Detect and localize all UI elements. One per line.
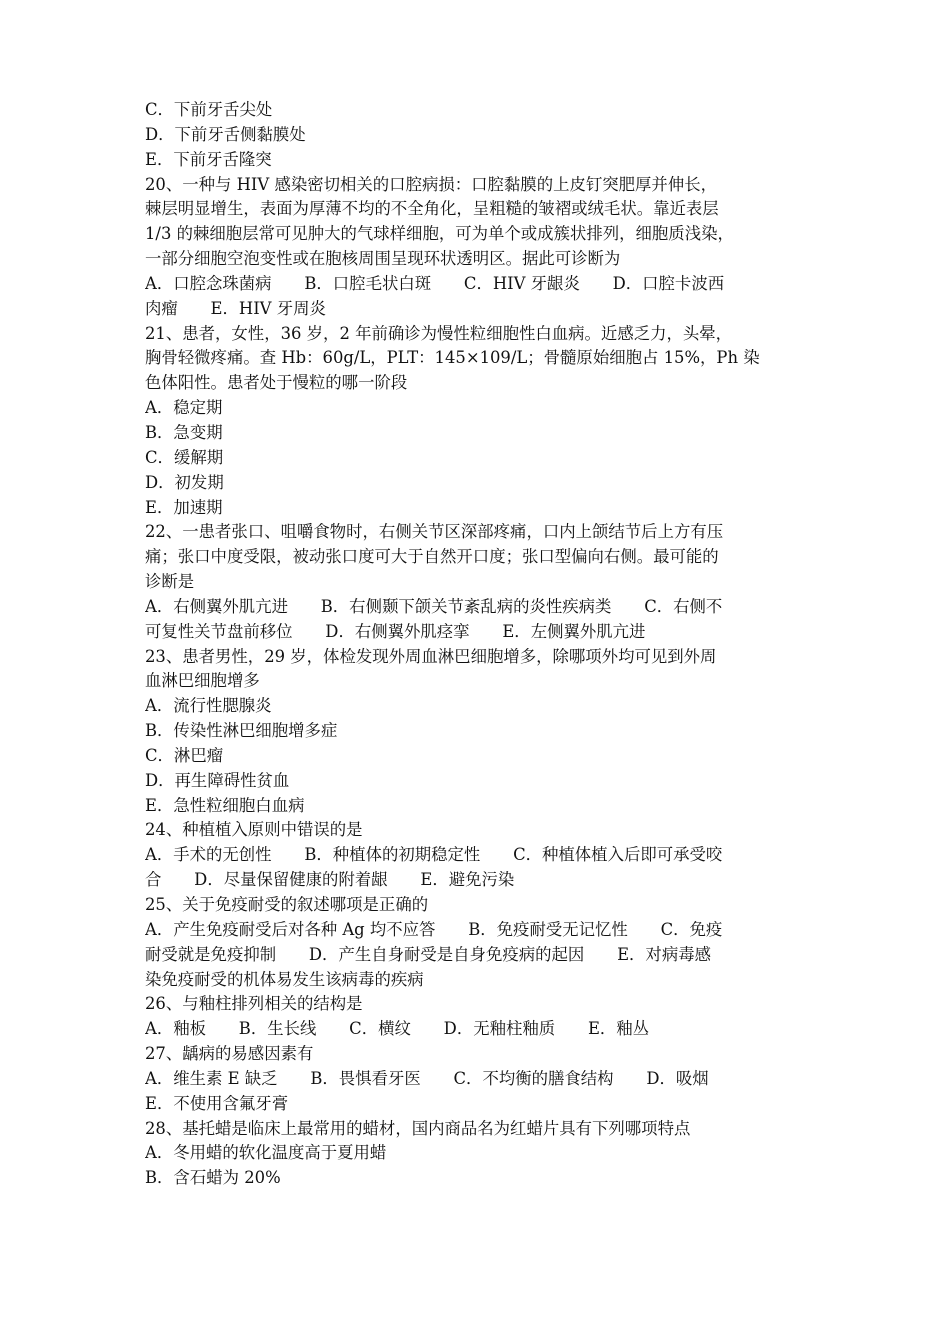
- option-line: A．流行性腮腺炎: [145, 696, 272, 716]
- option-line: B．传染性淋巴细胞增多症: [145, 721, 338, 741]
- option-line: E．急性粒细胞白血病: [145, 795, 305, 815]
- question-22-text: 22、一患者张口、咀嚼食物时，右侧关节区深部疼痛，口内上颌结节后上方有压: [145, 522, 724, 542]
- question-22-text: 诊断是: [145, 572, 195, 592]
- question-28-text: 28、基托蜡是临床上最常用的蜡材，国内商品名为红蜡片具有下列哪项特点: [145, 1118, 691, 1138]
- question-24-options: 合 D．尽量保留健康的附着龈 E．避免污染: [145, 870, 515, 890]
- question-20-options: A．口腔念珠菌病 B．口腔毛状白斑 C．HIV 牙龈炎 D．口腔卡波西: [145, 273, 725, 293]
- question-22-options: 可复性关节盘前移位 D．右侧翼外肌痉挛 E．左侧翼外肌亢进: [145, 621, 646, 641]
- option-line: E．下前牙舌隆突: [145, 149, 272, 169]
- question-20-text: 一部分细胞空泡变性或在胞核周围呈现环状透明区。据此可诊断为: [145, 249, 621, 269]
- question-22-text: 痛；张口中度受限，被动张口度可大于自然开口度；张口型偏向右侧。最可能的: [145, 547, 719, 567]
- question-21-text: 21、患者，女性，36 岁，2 年前确诊为慢性粒细胞性白血病。近感乏力，头晕，: [145, 323, 733, 343]
- question-22-options: A．右侧翼外肌亢进 B．右侧颞下颌关节紊乱病的炎性疾病类 C．右侧不: [145, 596, 723, 616]
- question-20-text: 棘层明显增生，表面为厚薄不均的不全角化，呈粗糙的皱褶或绒毛状。靠近表层: [145, 199, 719, 219]
- option-line: D．初发期: [145, 472, 224, 492]
- option-line: B．含石蜡为 20%: [145, 1168, 281, 1188]
- option-line: C．下前牙舌尖处: [145, 100, 273, 119]
- question-25-options: 染免疫耐受的机体易发生该病毒的疾病: [145, 969, 424, 989]
- question-25-text: 25、关于免疫耐受的叙述哪项是正确的: [145, 895, 429, 914]
- document-body: [145, 98, 810, 1191]
- question-27-options: E．不使用含氟牙膏: [145, 1093, 289, 1113]
- question-20-text: 1/3 的棘细胞层常可见肿大的气球样细胞，可为单个或成簇状排列，细胞质浅染，: [145, 224, 734, 244]
- question-20-text: 20、一种与 HIV 感染密切相关的口腔病损：口腔黏膜的上皮钉突肥厚并伸长，: [145, 174, 717, 194]
- question-27-text: 27、龋病的易感因素有: [145, 1044, 314, 1064]
- question-21-text: 胸骨轻微疼痛。查 Hb：60g/L，PLT：145×109/L；骨髓原始细胞占 15%，Ph 染: [145, 348, 760, 368]
- option-line: E．加速期: [145, 497, 223, 517]
- question-21-text: 色体阳性。患者处于慢粒的哪一阶段: [145, 373, 408, 393]
- option-line: C．缓解期: [145, 447, 224, 467]
- question-26-text: 26、与釉柱排列相关的结构是: [145, 994, 363, 1014]
- question-25-options: A．产生免疫耐受后对各种 Ag 均不应答 B．免疫耐受无记忆性 C．免疫: [145, 919, 723, 939]
- question-26-options: A．釉板 B．生长线 C．横纹 D．无釉柱釉质 E．釉丛: [145, 1019, 650, 1039]
- question-24-options: A．手术的无创性 B．种植体的初期稳定性 C．种植体植入后即可承受咬: [145, 845, 723, 865]
- option-line: A．冬用蜡的软化温度高于夏用蜡: [145, 1143, 387, 1163]
- question-24-text: 24、种植植入原则中错误的是: [145, 820, 363, 840]
- option-line: A．稳定期: [145, 398, 223, 418]
- question-20-options: 肉瘤 E．HIV 牙周炎: [145, 298, 326, 318]
- question-25-options: 耐受就是免疫抑制 D．产生自身耐受是自身免疫病的起因 E．对病毒感: [145, 944, 711, 964]
- question-23-text: 23、患者男性，29 岁，体检发现外周血淋巴细胞增多，除哪项外均可见到外周: [145, 646, 717, 666]
- option-line: C．淋巴瘤: [145, 745, 224, 765]
- option-line: B．急变期: [145, 422, 223, 442]
- option-line: D．下前牙舌侧黏膜处: [145, 124, 306, 144]
- question-27-options: A．维生素 E 缺乏 B．畏惧看牙医 C．不均衡的膳食结构 D．吸烟: [145, 1068, 709, 1088]
- question-23-text: 血淋巴细胞增多: [145, 671, 260, 691]
- option-line: D．再生障碍性贫血: [145, 770, 290, 790]
